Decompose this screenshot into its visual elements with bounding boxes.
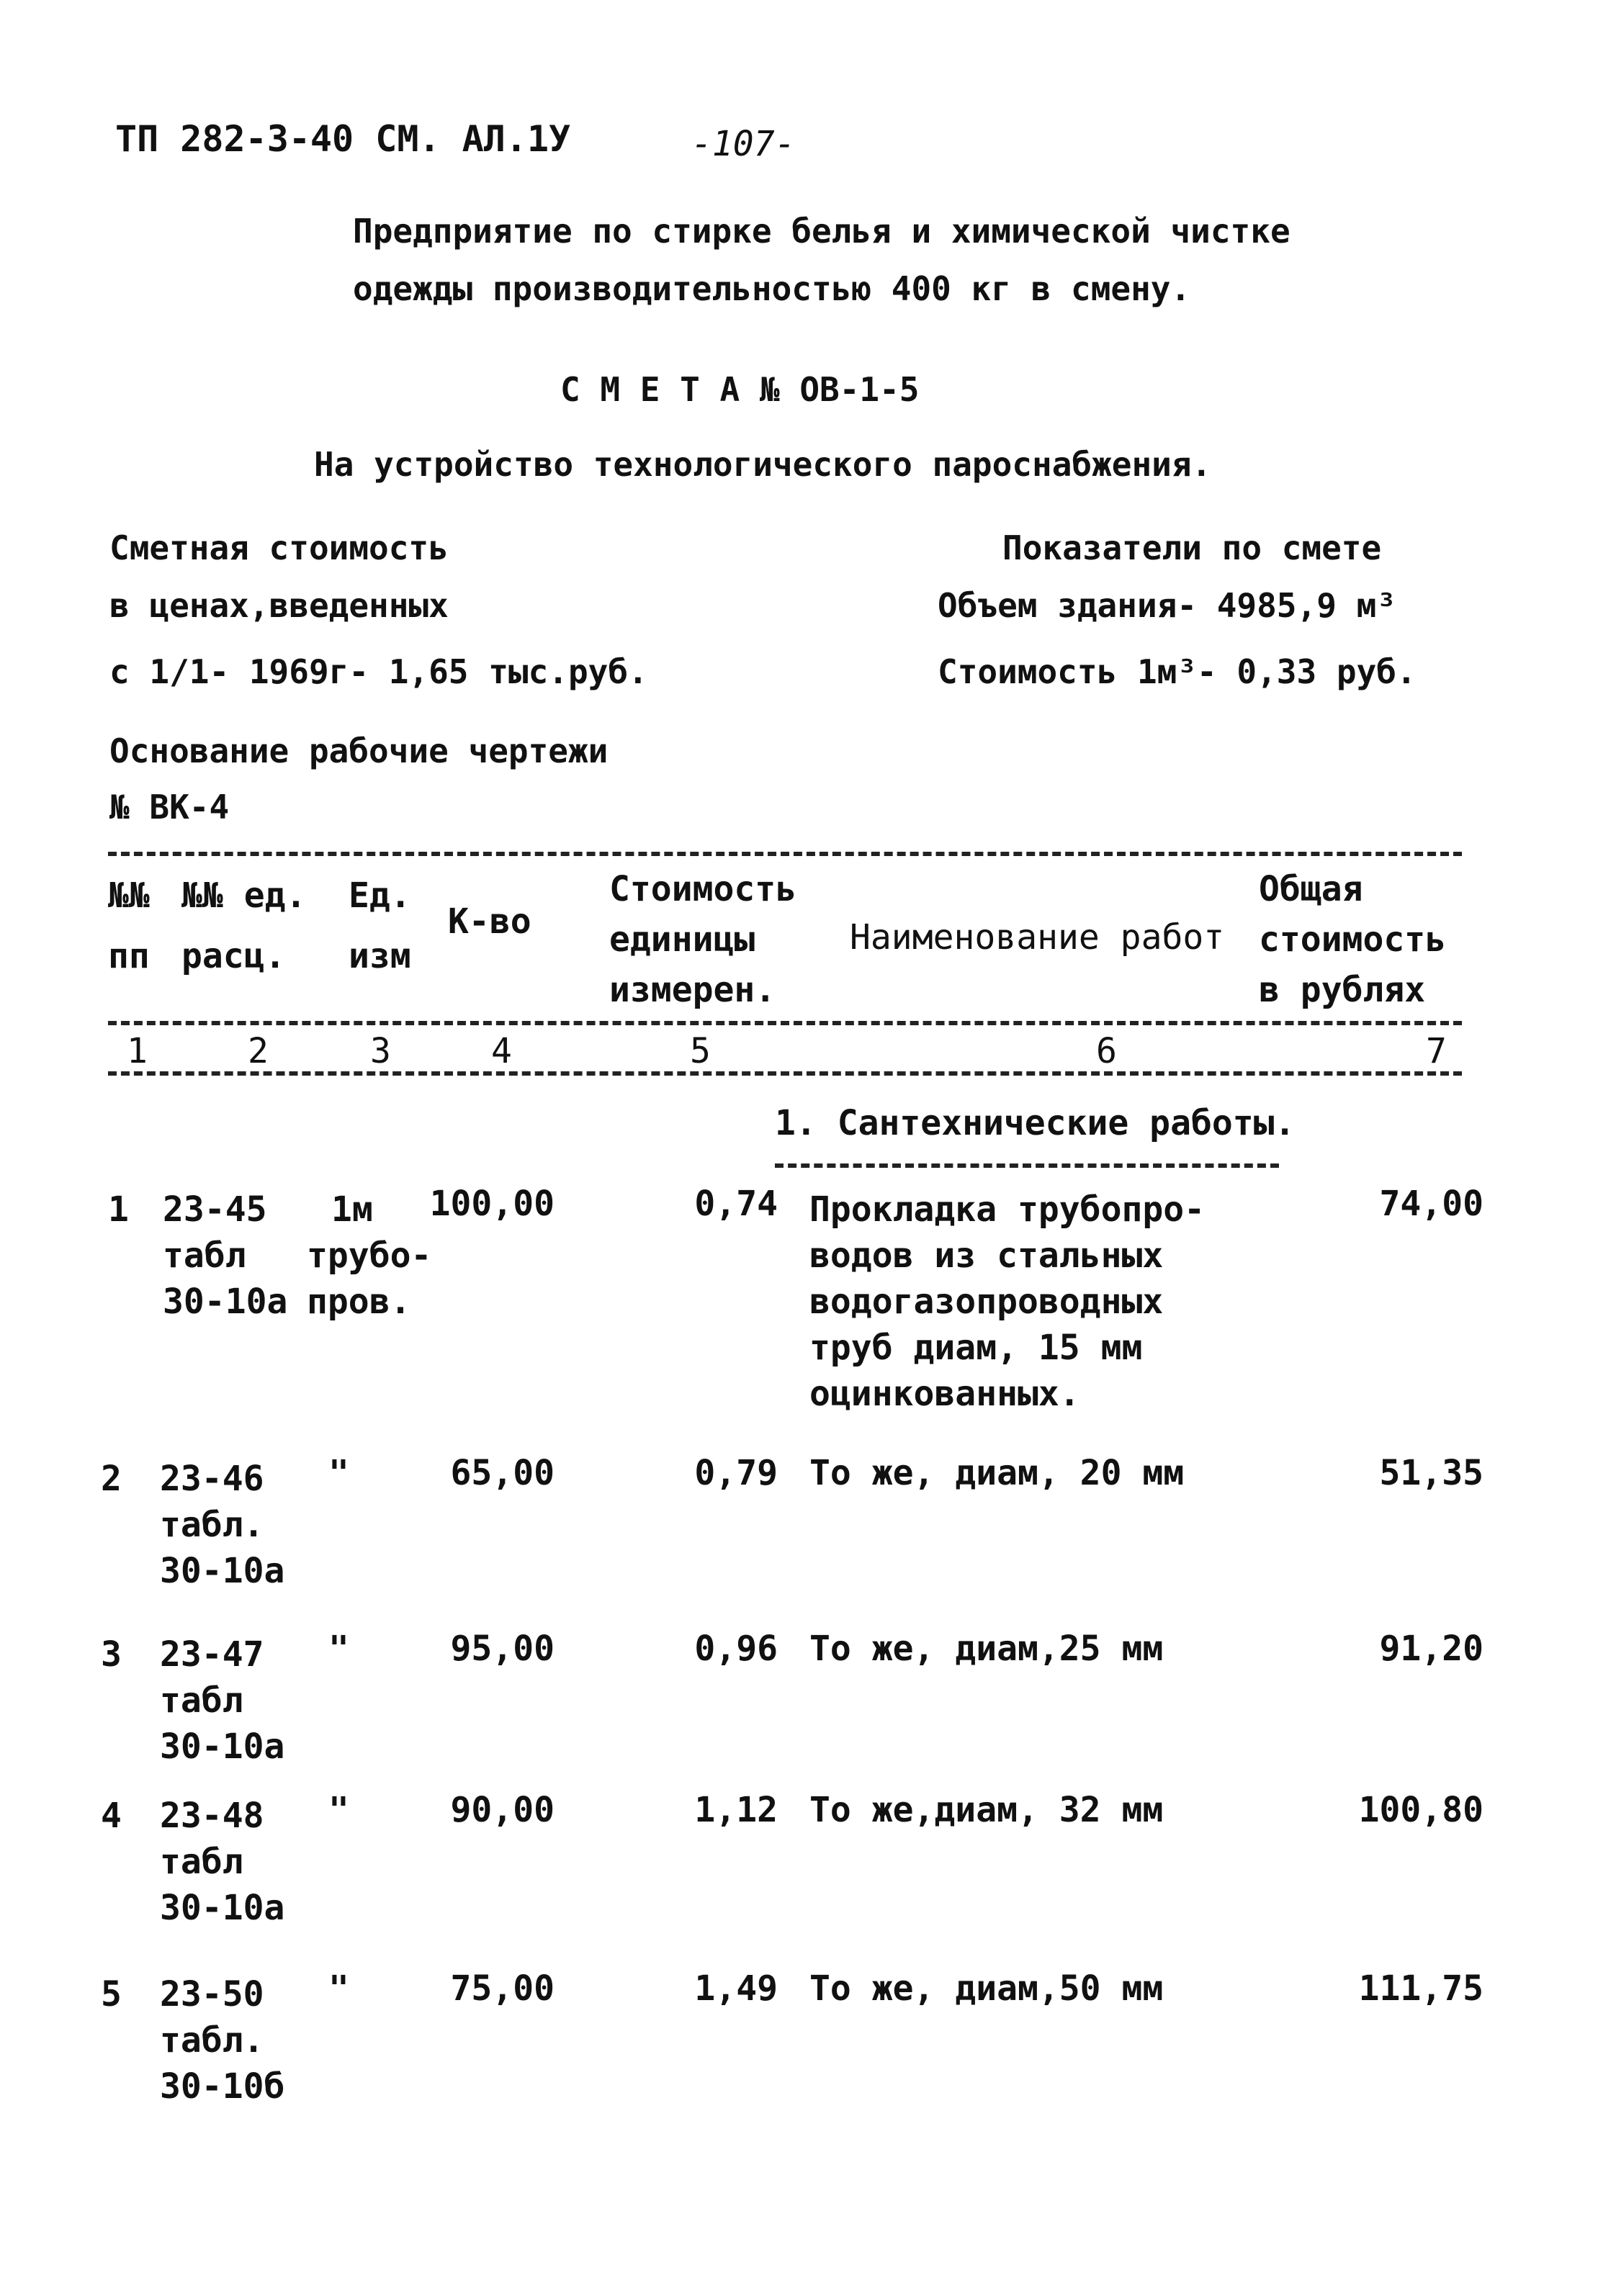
row-work-name: То же, диам,25 мм	[809, 1629, 1164, 1669]
row-code-line: 30-10б	[160, 2066, 285, 2107]
page-number: -107-	[691, 124, 796, 164]
row-unit: "	[328, 1453, 349, 1493]
row-number: 3	[101, 1634, 122, 1675]
row-unit-price: 0,96	[694, 1629, 778, 1669]
row-quantity: 65,00	[450, 1453, 555, 1493]
row-code-line: табл	[160, 1842, 243, 1882]
row-number: 5	[101, 1974, 122, 2014]
row-work-name: То же, диам, 20 мм	[809, 1453, 1185, 1493]
row-unit-price: 0,79	[694, 1453, 778, 1493]
row-unit-line: пров.	[307, 1282, 411, 1322]
indicators-label: Показатели по смете	[1002, 528, 1382, 567]
column-numbers-rule	[108, 1071, 1462, 1076]
cost-per-m3: Стоимость 1м³- 0,33 руб.	[938, 652, 1417, 691]
col-header-3	[349, 875, 411, 976]
section-underline	[775, 1163, 1279, 1168]
col-header-3-line-1: Ед.	[349, 875, 411, 916]
col-number-7: 7	[1426, 1031, 1447, 1071]
col-header-5	[609, 864, 796, 1015]
row-quantity: 100,00	[429, 1184, 555, 1224]
col-header-1-line-1: №№	[108, 875, 150, 916]
document-code: ТП 282-3-40 СМ. АЛ.1У	[115, 118, 571, 160]
estimate-subject: На устройство технологического пароснабжения.	[314, 445, 1212, 484]
estimate-title: С М Е Т А № ОВ-1-5	[560, 370, 920, 409]
title-line-2: одежды производительностью 400 кг в смену.	[353, 269, 1191, 308]
prices-introduced-label: в ценах,введенных	[109, 586, 449, 625]
row-code-line: табл.	[160, 1505, 264, 1545]
row-unit: "	[328, 1790, 349, 1830]
col-header-5-line-2: единицы	[609, 919, 755, 960]
building-volume: Объем здания- 4985,9 м³	[938, 586, 1396, 625]
row-code	[160, 1971, 284, 2110]
row-quantity: 90,00	[450, 1790, 555, 1830]
row-total: 51,35	[1379, 1453, 1483, 1493]
header-bottom-rule	[108, 1021, 1462, 1025]
col-header-6: Наименование работ	[850, 917, 1225, 958]
row-code	[163, 1187, 287, 1325]
row-work-name-line: водов из стальных	[809, 1235, 1164, 1276]
estimated-cost-label: Сметная стоимость	[109, 528, 449, 567]
row-work-name: То же,диам, 32 мм	[809, 1790, 1164, 1830]
col-header-1	[108, 875, 150, 976]
row-total: 111,75	[1358, 1968, 1483, 2009]
col-header-1-line-2: пп	[108, 936, 150, 976]
row-work-name-line: оцинкованных.	[809, 1374, 1080, 1414]
estimated-cost-value: с 1/1- 1969г- 1,65 тыс.руб.	[109, 652, 648, 691]
row-code	[160, 1456, 284, 1594]
row-total: 74,00	[1379, 1184, 1483, 1224]
col-header-2-line-2: расц.	[181, 936, 286, 976]
row-number: 2	[101, 1459, 122, 1499]
row-work-name-line: водогазопроводных	[809, 1282, 1164, 1322]
row-code	[160, 1793, 284, 1931]
row-unit-price: 1,12	[694, 1790, 778, 1830]
row-number: 4	[101, 1796, 122, 1836]
table-top-rule	[108, 852, 1462, 856]
col-header-7-line-2: стоимость	[1259, 919, 1447, 960]
row-unit: "	[328, 1629, 349, 1669]
row-total: 91,20	[1379, 1629, 1483, 1669]
row-code	[160, 1631, 284, 1770]
row-unit-line: трубо-	[307, 1235, 432, 1276]
col-number-1: 1	[127, 1031, 148, 1071]
row-unit-price: 1,49	[694, 1968, 778, 2009]
drawing-number: № ВК-4	[109, 788, 230, 827]
row-quantity: 95,00	[450, 1629, 555, 1669]
col-header-7	[1259, 864, 1446, 1015]
row-code-line: 30-10а	[160, 1888, 285, 1928]
col-header-4: К-во	[448, 901, 531, 942]
col-number-4: 4	[491, 1031, 512, 1071]
row-unit-price: 0,74	[694, 1184, 778, 1224]
row-work-name-line: труб диам, 15 мм	[809, 1328, 1143, 1368]
row-code-line: 30-10а	[160, 1726, 285, 1767]
row-work-name-line: Прокладка трубопро-	[809, 1189, 1206, 1230]
row-code-line: 23-47	[160, 1634, 264, 1675]
col-number-5: 5	[690, 1031, 711, 1071]
col-header-7-line-3: в рублях	[1259, 970, 1426, 1010]
row-code-line: 23-45	[163, 1189, 267, 1230]
row-code-line: 30-10а	[163, 1282, 288, 1322]
row-number: 1	[108, 1189, 129, 1230]
row-work-name	[809, 1187, 1205, 1417]
col-header-5-line-1: Стоимость	[609, 869, 797, 909]
row-code-line: табл	[160, 1680, 243, 1721]
col-number-2: 2	[248, 1031, 269, 1071]
row-code-line: 23-48	[160, 1796, 264, 1836]
col-number-3: 3	[370, 1031, 391, 1071]
col-header-2-line-1: №№ ед.	[181, 875, 307, 916]
col-header-7-line-1: Общая	[1259, 869, 1363, 909]
row-code-line: 23-50	[160, 1974, 264, 2014]
col-header-2	[181, 875, 307, 976]
section-title: 1. Сантехнические работы.	[775, 1103, 1296, 1143]
row-total: 100,80	[1358, 1790, 1483, 1830]
row-work-name: То же, диам,50 мм	[809, 1968, 1164, 2009]
col-number-6: 6	[1096, 1031, 1117, 1071]
col-header-5-line-3: измерен.	[609, 970, 776, 1010]
row-quantity: 75,00	[450, 1968, 555, 2009]
title-line-1: Предприятие по стирке белья и химической чистке	[353, 212, 1290, 251]
row-code-line: 23-46	[160, 1459, 264, 1499]
col-header-3-line-2: изм	[349, 936, 411, 976]
row-code-line: 30-10а	[160, 1551, 285, 1591]
row-unit: "	[328, 1968, 349, 2009]
basis-label: Основание рабочие чертежи	[109, 731, 609, 770]
row-code-line: табл	[163, 1235, 246, 1276]
row-code-line: табл.	[160, 2020, 264, 2061]
row-unit-line: 1м	[331, 1189, 373, 1230]
